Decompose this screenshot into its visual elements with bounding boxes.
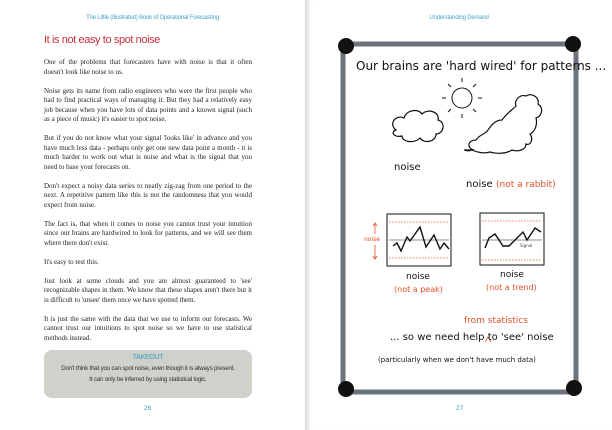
running-head: The Little (Illustrated) Book of Operational Forecasting <box>86 15 219 21</box>
takeout-line: It can only be inferred by using statistical logic. <box>89 376 207 383</box>
chart-peak <box>387 214 451 266</box>
cloud-label: noise <box>394 162 421 173</box>
chart1-note: (not a peak) <box>394 285 443 294</box>
page-title: It is not easy to spot noise <box>44 34 160 46</box>
insert-note: from statistics <box>464 316 528 326</box>
paragraph: One of the problems that forecasters have with noise is that it often doesn't look like noise to us. <box>44 58 252 76</box>
paragraph: But if you do not know what your signal 'looks like' in advance and you have much less data - perhaps only get one new data point a month - it is much harder to work out what is noise and what is the signal that you need to base your forecasts on. <box>44 134 252 171</box>
footnote-text: (particularly when we don't have much data) <box>378 356 536 364</box>
paragraph: It's easy to test this. <box>44 257 99 266</box>
rabbit-note: (not a rabbit) <box>496 180 556 190</box>
takeout-heading: TAKEOUT <box>132 354 164 361</box>
paragraph: Just look at some clouds and you are almost guaranteed to 'see' recognizable shapes in them. We know that these shapes aren't there but it is difficult to 'unsee' them once we have spotted them. <box>44 276 252 304</box>
running-head: Understanding Demand <box>429 15 489 21</box>
takeout-line: Don't think that you can spot noise, even though it is always present. <box>61 365 235 372</box>
page-number: 27 <box>456 405 464 412</box>
chart2-note: (not a trend) <box>486 283 537 292</box>
whiteboard-illustration <box>306 0 612 430</box>
rabbit-label: noise <box>466 179 493 190</box>
paragraph: Noise gets its name from radio engineers who were the first people who had to find practical ways of managing it. But they had a relatively easy job because when you have lots of data points and a known signal (such as a piece of music) it's easier to spot noise. <box>44 86 252 123</box>
paragraph: The fact is, that when it comes to noise you cannot trust your intuition since our brains are hardwired to look for patterns, and we will see them where there don't exist. <box>44 219 252 247</box>
takeout-box <box>44 350 252 398</box>
whiteboard-heading: Our brains are 'hard wired' for patterns ... <box>356 59 607 73</box>
left-page <box>0 0 305 430</box>
chart-trend <box>480 213 544 265</box>
chart1-label: noise <box>406 272 430 282</box>
paragraph: It is just the same with the data that we use to inform our forecasts. We cannot trust our intuitions to spot noise so we have to use statistical methods instead. <box>44 314 252 342</box>
page-number: 26 <box>144 405 152 412</box>
chart2-label: noise <box>500 270 524 280</box>
paragraph: Don't expect a noisy data series to neatly zig-zag from one period to the next. A repetitive pattern like this is not the randomness that you would expect from noise. <box>44 181 252 209</box>
body-text <box>44 58 252 353</box>
conclusion-text: ... so we need help to 'see' noise <box>390 332 554 343</box>
right-page <box>306 0 612 430</box>
noise-axis-label: noise <box>364 236 380 243</box>
signal-label: Signal <box>520 243 533 248</box>
